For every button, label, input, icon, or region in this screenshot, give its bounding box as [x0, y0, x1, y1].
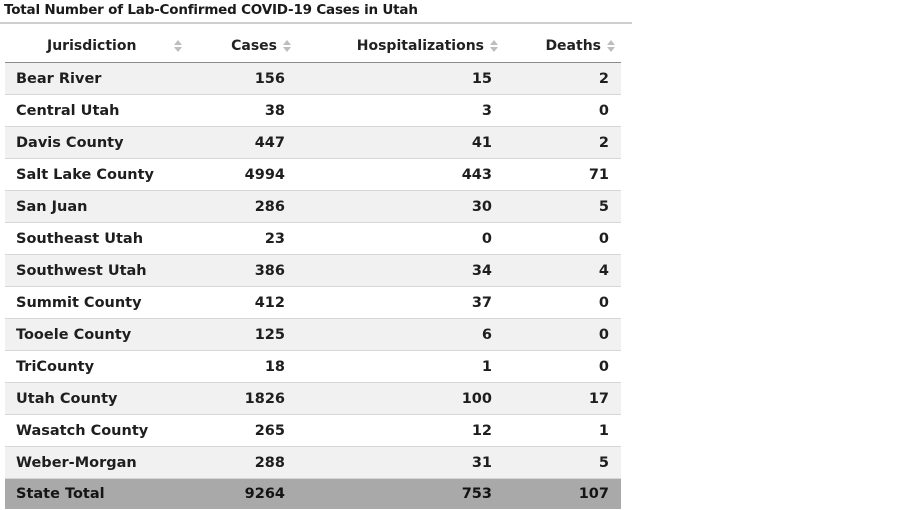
table-row: [5, 127, 621, 159]
cell-jurisdiction: Tooele County: [5, 319, 191, 351]
cell-cases: 23: [191, 223, 297, 255]
cell-jurisdiction: Bear River: [5, 63, 191, 95]
table-row: [5, 351, 621, 383]
cell-hospitalizations: 0: [297, 223, 504, 255]
sort-arrows-icon[interactable]: [607, 40, 615, 52]
total-row: [5, 479, 621, 510]
column-header-label: Deaths: [545, 37, 601, 54]
cell-jurisdiction: San Juan: [5, 191, 191, 223]
cell-cases: 125: [191, 319, 297, 351]
title-divider: [0, 22, 632, 24]
header-row: [5, 29, 621, 63]
sort-arrows-icon[interactable]: [490, 40, 498, 52]
cell-cases: 286: [191, 191, 297, 223]
column-header-jurisdiction[interactable]: [5, 29, 191, 63]
table-row: [5, 255, 621, 287]
cell-hospitalizations: 15: [297, 63, 504, 95]
cell-cases: 386: [191, 255, 297, 287]
sort-arrows-icon[interactable]: [174, 40, 182, 52]
cell-jurisdiction: Wasatch County: [5, 415, 191, 447]
cell-jurisdiction: Central Utah: [5, 95, 191, 127]
cell-cases: 38: [191, 95, 297, 127]
cell-deaths: 71: [504, 159, 621, 191]
cell-jurisdiction: Weber-Morgan: [5, 447, 191, 479]
cell-jurisdiction: Summit County: [5, 287, 191, 319]
table-row: [5, 223, 621, 255]
cell-cases: 18: [191, 351, 297, 383]
cell-deaths: 0: [504, 287, 621, 319]
cell-hospitalizations: 12: [297, 415, 504, 447]
cell-deaths: 0: [504, 319, 621, 351]
cell-hospitalizations: 41: [297, 127, 504, 159]
cell-jurisdiction: Davis County: [5, 127, 191, 159]
cell-cases: 265: [191, 415, 297, 447]
cell-deaths: 0: [504, 95, 621, 127]
column-header-hospitalizations[interactable]: [297, 29, 504, 63]
cell-hospitalizations: 1: [297, 351, 504, 383]
cell-total-deaths: 107: [504, 479, 621, 510]
covid-cases-table: [5, 29, 621, 509]
table-row: [5, 191, 621, 223]
cell-cases: 288: [191, 447, 297, 479]
cell-hospitalizations: 30: [297, 191, 504, 223]
cell-deaths: 2: [504, 63, 621, 95]
cell-hospitalizations: 6: [297, 319, 504, 351]
table-row: [5, 415, 621, 447]
cell-jurisdiction: Southwest Utah: [5, 255, 191, 287]
cell-hospitalizations: 100: [297, 383, 504, 415]
cell-hospitalizations: 443: [297, 159, 504, 191]
cell-hospitalizations: 3: [297, 95, 504, 127]
table-row: [5, 287, 621, 319]
cell-jurisdiction: Southeast Utah: [5, 223, 191, 255]
sort-arrows-icon[interactable]: [283, 40, 291, 52]
table-title: Total Number of Lab-Confirmed COVID-19 Cases in Utah: [4, 2, 418, 18]
cell-deaths: 4: [504, 255, 621, 287]
column-header-deaths[interactable]: [504, 29, 621, 63]
cell-deaths: 5: [504, 191, 621, 223]
table-row: [5, 447, 621, 479]
table-row: [5, 95, 621, 127]
cell-deaths: 0: [504, 223, 621, 255]
cell-deaths: 5: [504, 447, 621, 479]
cell-deaths: 2: [504, 127, 621, 159]
table-row: [5, 383, 621, 415]
cell-cases: 447: [191, 127, 297, 159]
cell-total-cases: 9264: [191, 479, 297, 510]
table-row: [5, 159, 621, 191]
column-header-label: Jurisdiction: [47, 37, 137, 54]
cell-deaths: 0: [504, 351, 621, 383]
cell-cases: 1826: [191, 383, 297, 415]
cell-cases: 4994: [191, 159, 297, 191]
cell-jurisdiction: Utah County: [5, 383, 191, 415]
cell-hospitalizations: 34: [297, 255, 504, 287]
cell-hospitalizations: 31: [297, 447, 504, 479]
cell-deaths: 17: [504, 383, 621, 415]
cell-total-label: State Total: [5, 479, 191, 510]
table-row: [5, 319, 621, 351]
column-header-label: Hospitalizations: [356, 37, 484, 54]
table-row: [5, 63, 621, 95]
cell-jurisdiction: TriCounty: [5, 351, 191, 383]
cell-jurisdiction: Salt Lake County: [5, 159, 191, 191]
cell-hospitalizations: 37: [297, 287, 504, 319]
cell-deaths: 1: [504, 415, 621, 447]
column-header-label: Cases: [231, 37, 277, 54]
cell-cases: 412: [191, 287, 297, 319]
cell-cases: 156: [191, 63, 297, 95]
column-header-cases[interactable]: [191, 29, 297, 63]
cell-total-hospitalizations: 753: [297, 479, 504, 510]
